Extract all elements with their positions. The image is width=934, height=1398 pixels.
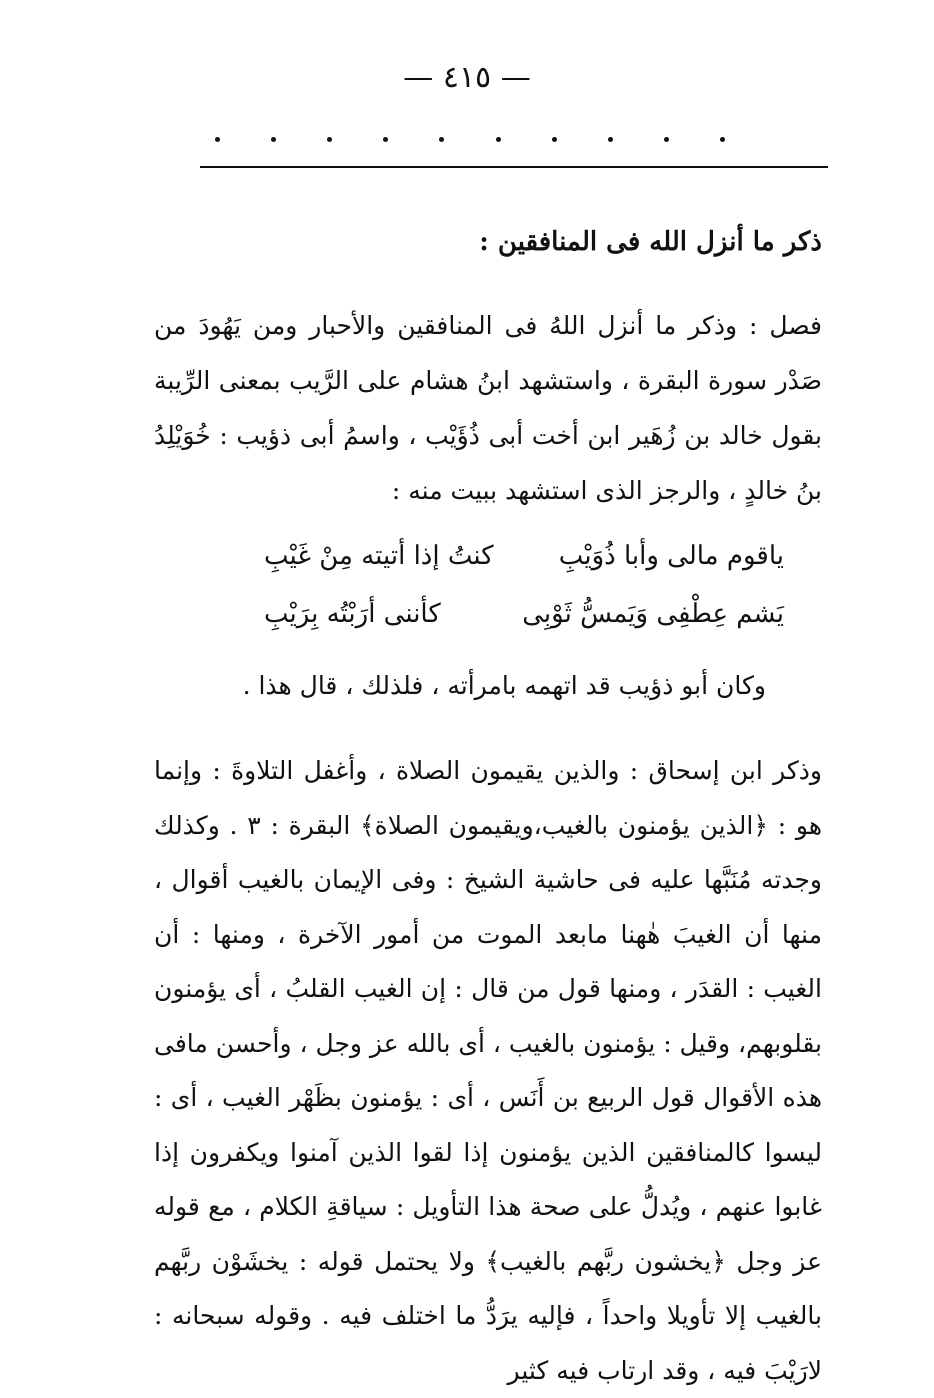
verse-line-2 [264,594,784,634]
verse-line-1-right-hemistich: ياقوم مالى وأبا ذُوَيْبِ [558,541,784,571]
ornament-dot [720,137,725,142]
closing-line: وكان أبو ذؤيب قد اتهمه بامرأته ، فلذلك ، قال هذا . [242,671,766,700]
verse-line-2-right-hemistich: يَشم عِطْفِى وَيَمسُّ ثَوْبِى [522,599,784,629]
section-divider [200,166,828,168]
ornament-dot [327,137,332,142]
ornament-dot [271,137,276,142]
ornament-dot [552,137,557,142]
verse-line-2-left-hemistich: كأننى أرَبْتُه بِرَيْبِ [264,599,441,629]
ornament-dots [215,124,725,154]
verse-line-1 [264,536,784,576]
ornament-dot [439,137,444,142]
paragraph-2: وذكر ابن إسحاق : والذين يقيمون الصلاة ، وأغفل التلاوةَ : وإنما هو : ﴿الذين يؤمنون بالغيب،ويقيمون الصلاة﴾ البقرة : ٣ . وكذلك وجدته مُنَبَّها عليه فى حاشية الشيخ : وفى الإيمان بالغيب أقوال ، منها أن الغيبَ هٰهنا مابعد الموت من أمور الآخرة ، ومنها : أن الغيب : القدَر ، ومنها قول من قال : إن الغيب القلبُ ، أى يؤمنون بقلوبهم، وقيل : يؤمنون بالغيب ، أى بالله عز وجل ، وأحسن مافى هذه الأقوال قول الربيع بن أَنَس ، أى : يؤمنون بظَهْر الغيب ، أى : ليسوا كالمنافقين الذين يؤمنون إذا لقوا الذين آمنوا ويكفرون إذا غابوا عنهم ، ويُدلُّ على صحة هذا التأويل : سياقةِ الكلام ، مع قوله عز وجل ﴿يخشون ربَّهم بالغيب﴾ ولا يحتمل قوله : يخشَوْن ربَّهم بالغيب إلا تأويلا واحداً ، فإليه يرَدُّ ما اختلف فيه . وقوله سبحانه : لارَيْبَ فيه ، وقد ارتاب فيه كثير [154,756,823,1385]
ornament-dot [383,137,388,142]
page-number: — ٤١٥ — [403,60,531,95]
verse-line-1-left-hemistich: كنتُ إذا أتيته مِنْ غَيْبِ [264,541,494,571]
ornament-dot [664,137,669,142]
ornament-dot [215,137,220,142]
section-heading: ذكر ما أنزل الله فى المنافقين : [479,227,822,257]
ornament-dot [496,137,501,142]
ornament-dot [608,137,613,142]
paragraph-1: فصل : وذكر ما أنزل اللهُ فى المنافقين والأحبار ومن يَهُودَ من صَدْر سورة البقرة ، واستشهد ابنُ هشام على الرَّيب بمعنى الرِّيبة بقول خالد بن زُهَير ابن أخت أبى ذُؤَيْب ، واسمُ أبى ذؤيب : خُوَيْلِدُ بنُ خالدٍ ، والرجز الذى استشهد ببيت منه : [154,311,822,505]
